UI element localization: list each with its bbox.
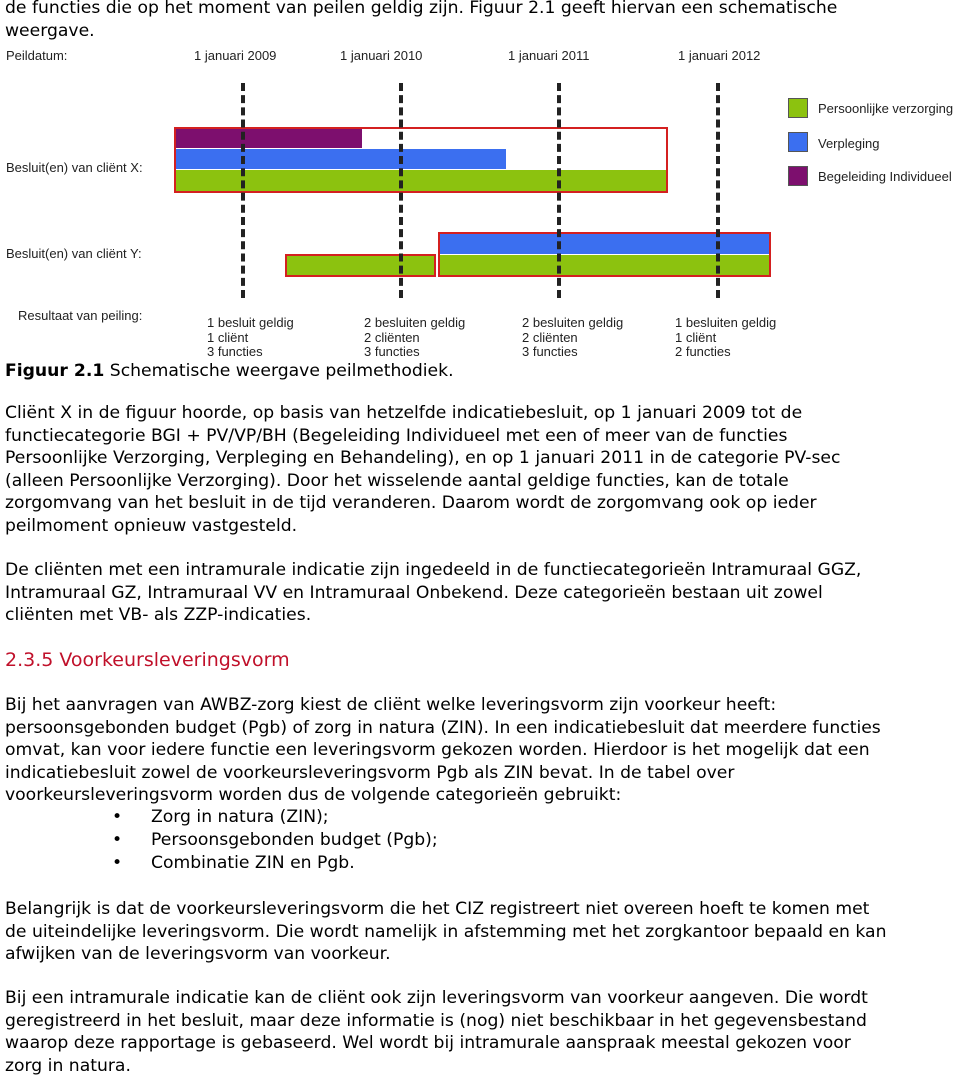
paragraph-intramurale-indicatie bbox=[5, 559, 861, 627]
bullet-marker: • bbox=[112, 830, 123, 850]
bullet-item-zin: Zorg in natura (ZIN); bbox=[151, 807, 329, 827]
peiling-result-2009 bbox=[207, 316, 294, 360]
text-line: cliënten met VB- als ZZP-indicaties. bbox=[5, 605, 312, 625]
legend-swatch-persoonlijke-verzorging bbox=[788, 98, 808, 118]
bullet-item-combinatie: Combinatie ZIN en Pgb. bbox=[151, 853, 355, 873]
date-label-2011: 1 januari 2011 bbox=[508, 48, 590, 63]
legend-label-begeleiding-individueel: Begeleiding Individueel bbox=[818, 169, 952, 184]
date-label-2010: 1 januari 2010 bbox=[340, 48, 423, 63]
result-line: 1 cliënt bbox=[675, 329, 717, 345]
text-line: zorg in natura. bbox=[5, 1055, 131, 1076]
paragraph-ciz-registratie bbox=[5, 898, 887, 966]
bar-verpleging bbox=[176, 149, 506, 169]
result-line: 2 cliënten bbox=[522, 329, 578, 345]
text-line: weergave. bbox=[5, 20, 95, 41]
client-x-label: Besluit(en) van cliënt X: bbox=[6, 160, 143, 175]
text-line: voorkeursleveringsvorm worden dus de volgende categorieën gebruikt: bbox=[5, 785, 622, 805]
text-line: waarop deze rapportage is gebaseerd. Wel wordt bij intramurale aanspraak meestal gekozen voor bbox=[5, 1033, 851, 1053]
text-line: de functies die op het moment van peilen geldig zijn. Figuur 2.1 geeft hiervan een schematische bbox=[5, 0, 838, 18]
paragraph-voorkeursleveringsvorm bbox=[5, 694, 881, 807]
peiling-result-2011 bbox=[522, 316, 623, 360]
bar-persoonlijke-verzorging bbox=[176, 170, 666, 191]
text-line: Intramuraal GZ, Intramuraal VV en Intramuraal Onbekend. Deze categorieën bestaan uit zowel bbox=[5, 582, 823, 603]
text-line: geregistreerd in het besluit, maar deze informatie is (nog) niet beschikbaar in het gegevensbestand bbox=[5, 1010, 867, 1031]
figure-caption bbox=[5, 360, 454, 383]
bullet-marker: • bbox=[112, 853, 123, 873]
legend-swatch-begeleiding-individueel bbox=[788, 166, 808, 186]
text-line: Cliënt X in de figuur hoorde, op basis van hetzelfde indicatiebesluit, op 1 januari 2009 tot de bbox=[5, 403, 803, 423]
text-line: (alleen Persoonlijke Verzorging). Door het wisselende aantal geldige functies, kan de totale bbox=[5, 470, 789, 491]
peiling-result-2010 bbox=[364, 316, 465, 360]
peildatum-label: Peildatum: bbox=[6, 48, 68, 63]
text-line: Bij een intramurale indicatie kan de cliënt ook zijn leveringsvorm van voorkeur aangeven. Die wordt bbox=[5, 988, 868, 1008]
text-line: Belangrijk is dat de voorkeursleveringsvorm die het CIZ registreert niet overeen hoeft te komen met bbox=[5, 899, 870, 919]
client-y-label: Besluit(en) van cliënt Y: bbox=[6, 246, 142, 261]
text-line: omvat, kan voor iedere functie een leveringsvorm gekozen worden. Hierdoor is het mogelijk dat een bbox=[5, 740, 870, 760]
legend-swatch-verpleging bbox=[788, 132, 808, 152]
result-line: 1 cliënt bbox=[207, 329, 249, 345]
result-line: 3 functies bbox=[522, 344, 578, 359]
peilmoment-line-2012 bbox=[716, 83, 720, 298]
result-line: 1 besluiten geldig bbox=[675, 315, 777, 330]
caption-number: Figuur 2.1 bbox=[5, 361, 105, 381]
bullet-marker: • bbox=[112, 807, 123, 827]
result-label: Resultaat van peiling: bbox=[18, 308, 143, 323]
peilmoment-line-2010 bbox=[399, 83, 403, 298]
peiling-result-2012 bbox=[675, 316, 776, 360]
text-line: peilmoment opnieuw vastgesteld. bbox=[5, 515, 298, 536]
caption-text: Schematische weergave peilmethodiek. bbox=[109, 361, 454, 381]
text-line: De cliënten met een intramurale indicatie zijn ingedeeld in de functiecategorieën Intramuraal GGZ, bbox=[5, 560, 862, 580]
text-line: afwijken van de leveringsvorm van voorkeur. bbox=[5, 944, 391, 964]
date-label-2009: 1 januari 2009 bbox=[194, 48, 277, 63]
text-line: zorgomvang van het besluit in de tijd veranderen. Daarom wordt de zorgomvang ook op ieder bbox=[5, 493, 817, 513]
result-line: 3 functies bbox=[364, 344, 420, 359]
bullet-item-pgb: Persoonsgebonden budget (Pgb); bbox=[151, 830, 438, 850]
text-line: Bij het aanvragen van AWBZ-zorg kiest de cliënt welke leveringsvorm zijn voorkeur heeft: bbox=[5, 695, 777, 715]
date-label-2012: 1 januari 2012 bbox=[678, 48, 761, 63]
paragraph-client-x bbox=[5, 402, 840, 537]
text-line: Persoonlijke Verzorging, Verpleging en Behandeling), en op 1 januari 2011 in de categorie PV-sec bbox=[5, 448, 841, 468]
paragraph-intramurale-leveringsvorm bbox=[5, 987, 868, 1077]
result-line: 1 besluit geldig bbox=[207, 315, 294, 330]
legend-label-persoonlijke-verzorging: Persoonlijke verzorging bbox=[818, 101, 954, 116]
text-line: persoonsgebonden budget (Pgb) of zorg in natura (ZIN). In een indicatiebesluit dat meerdere functies bbox=[5, 717, 881, 738]
result-line: 2 besluiten geldig bbox=[522, 315, 624, 330]
text-line: de uiteindelijke leveringsvorm. Die wordt namelijk in afstemming met het zorgkantoor bepaald en kan bbox=[5, 921, 887, 942]
bar-begeleiding-individueel bbox=[176, 129, 362, 148]
result-line: 2 besluiten geldig bbox=[364, 315, 466, 330]
section-heading: 2.3.5 Voorkeursleveringsvorm bbox=[5, 649, 290, 671]
text-line: functiecategorie BGI + PV/VP/BH (Begeleiding Individueel met een of meer van de functies bbox=[5, 425, 788, 446]
text-line: indicatiebesluit zowel de voorkeursleveringsvorm Pgb als ZIN bevat. In de tabel over bbox=[5, 762, 735, 783]
legend-label-verpleging: Verpleging bbox=[818, 136, 880, 151]
result-line: 2 cliënten bbox=[364, 329, 420, 345]
result-line: 2 functies bbox=[675, 344, 731, 359]
intro-text bbox=[5, 0, 837, 42]
peilmoment-line-2011 bbox=[557, 83, 561, 298]
result-line: 3 functies bbox=[207, 344, 263, 359]
peilmoment-line-2009 bbox=[241, 83, 245, 298]
bar-persoonlijke-verzorging-y1 bbox=[287, 256, 434, 275]
